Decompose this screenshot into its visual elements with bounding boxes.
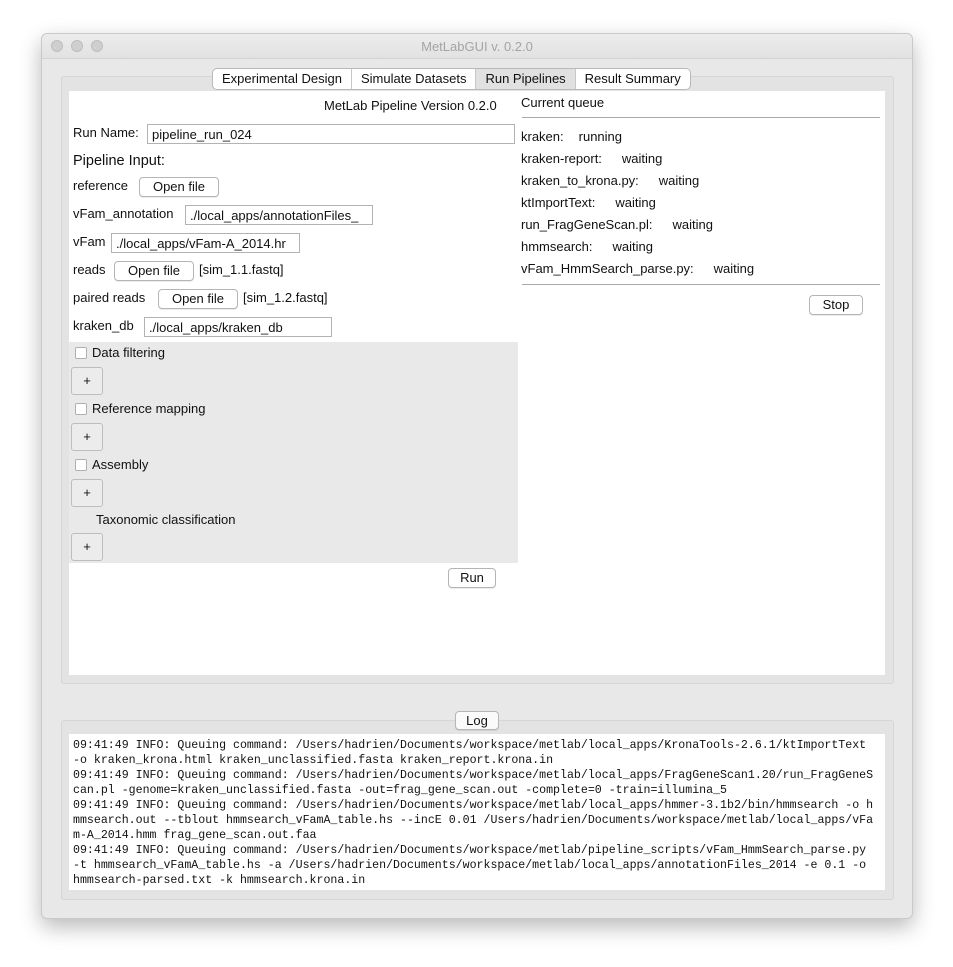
queue-item-status: waiting: [615, 195, 656, 210]
queue-item-ktimporttext: [521, 195, 656, 210]
assembly-label: Assembly: [92, 457, 149, 472]
run-name-label: Run Name:: [73, 125, 139, 140]
reads-label: reads: [73, 262, 106, 277]
main-tabs: [212, 68, 691, 90]
log-line: -t hmmsearch_vFamA_table.hs -a /Users/hadrien/Documents/workspace/metlab/local_apps/annotationFiles_2014 -e 0.1 -o: [73, 859, 867, 872]
log-line: m-A_2014.hmm frag_gene_scan.out.faa: [73, 829, 317, 842]
queue-item-status: waiting: [621, 151, 663, 166]
tab-result-summary[interactable]: Result Summary: [584, 71, 681, 86]
tab-experimental-design[interactable]: Experimental Design: [213, 69, 352, 89]
reads-open-file-button[interactable]: Open file: [114, 261, 194, 281]
queue-bottom-divider: [522, 284, 880, 285]
vfam-label: vFam: [73, 234, 106, 249]
queue-item-name: run_FragGeneScan.pl:: [521, 217, 653, 232]
log-line: -o kraken_krona.html kraken_unclassified.fasta kraken_report.krona.in: [73, 754, 554, 767]
queue-item-run-fraggenescan: [521, 217, 713, 232]
taxonomic-classification-label: Taxonomic classification: [96, 512, 236, 527]
log-output[interactable]: [69, 734, 885, 890]
data-filtering-checkbox[interactable]: [75, 347, 87, 359]
queue-item-status: waiting: [672, 217, 713, 232]
pipeline-options-area: [69, 342, 518, 563]
queue-item-kraken-to-krona: [521, 173, 699, 188]
queue-item-name: kraken-report:: [521, 151, 602, 166]
paired-reads-label: paired reads: [73, 290, 146, 305]
queue-item-kraken-report: [521, 151, 662, 166]
reference-mapping-expand-button[interactable]: +: [71, 423, 103, 451]
queue-item-status: waiting: [713, 261, 755, 276]
pipeline-input-heading: Pipeline Input:: [73, 153, 165, 169]
tab-run-pipelines[interactable]: Run Pipelines: [476, 69, 575, 89]
queue-item-status: waiting: [658, 173, 700, 188]
kraken-db-label: kraken_db: [73, 318, 134, 333]
current-queue-heading: Current queue: [521, 95, 605, 110]
queue-item-name: hmmsearch:: [521, 239, 593, 254]
queue-item-hmmsearch: [521, 239, 653, 254]
queue-item-kraken: [521, 129, 622, 144]
window-title: MetLabGUI v. 0.2.0: [421, 39, 533, 54]
paired-reads-file-label: [sim_1.2.fastq]: [243, 290, 328, 305]
paired-reads-open-file-button[interactable]: Open file: [158, 289, 238, 309]
reference-open-file-button[interactable]: Open file: [139, 177, 219, 197]
reference-label: reference: [73, 178, 128, 193]
queue-item-vfam-hmmsearch-parse: [521, 261, 754, 276]
log-line: 09:41:49 INFO: Queuing command: /Users/hadrien/Documents/workspace/metlab/local_apps/hmmer-3.1b2/bin/hmmsearch -o h: [73, 799, 874, 812]
queue-item-name: vFam_HmmSearch_parse.py:: [521, 261, 694, 276]
queue-item-status: waiting: [612, 239, 653, 254]
app-window: [41, 33, 913, 919]
stop-button[interactable]: Stop: [809, 295, 863, 315]
log-line: mmsearch.out --tblout hmmsearch_vFamA_table.hs --incE 0.01 /Users/hadrien/Documents/workspace/metlab/local_apps/vFa: [73, 814, 874, 827]
reference-mapping-checkbox[interactable]: [75, 403, 87, 415]
log-line: 09:41:49 INFO: Queuing command: /Users/hadrien/Documents/workspace/metlab/local_apps/KronaTools-2.6.1/ktImportText: [73, 739, 867, 752]
log-line: can.pl -genome=kraken_unclassified.fasta -out=frag_gene_scan.out -complete=0 -train=illumina_5: [73, 784, 727, 797]
log-line: hmmsearch-parsed.txt -k hmmsearch.krona.in: [73, 874, 366, 887]
log-line: 09:41:49 INFO: Queuing command: /Users/hadrien/Documents/workspace/metlab/pipeline_scripts/vFam_HmmSearch_parse.py: [73, 844, 867, 857]
assembly-checkbox[interactable]: [75, 459, 87, 471]
queue-item-name: kraken_to_krona.py:: [521, 173, 639, 188]
taxonomic-classification-expand-button[interactable]: +: [71, 533, 103, 561]
vfam-annotation-input[interactable]: ./local_apps/annotationFiles_: [185, 205, 373, 225]
data-filtering-expand-button[interactable]: +: [71, 367, 103, 395]
queue-item-name: kraken:: [521, 129, 564, 144]
reads-file-label: [sim_1.1.fastq]: [199, 262, 284, 277]
log-title: Log: [455, 711, 499, 730]
kraken-db-input[interactable]: ./local_apps/kraken_db: [144, 317, 332, 337]
run-name-input[interactable]: pipeline_run_024: [147, 124, 515, 144]
tab-simulate-datasets[interactable]: Simulate Datasets: [352, 69, 477, 89]
reference-mapping-label: Reference mapping: [92, 401, 206, 416]
vfam-annotation-label: vFam_annotation: [73, 206, 174, 221]
data-filtering-label: Data filtering: [92, 345, 165, 360]
pipeline-version-label: MetLab Pipeline Version 0.2.0: [324, 98, 497, 113]
title-bar: [42, 34, 912, 59]
queue-top-divider: [522, 117, 880, 118]
assembly-expand-button[interactable]: +: [71, 479, 103, 507]
vfam-input[interactable]: ./local_apps/vFam-A_2014.hr: [111, 233, 300, 253]
run-button[interactable]: Run: [448, 568, 496, 588]
queue-item-status: running: [578, 129, 623, 144]
log-line: 09:41:49 INFO: Queuing command: /Users/hadrien/Documents/workspace/metlab/local_apps/FragGeneScan1.20/run_FragGeneS: [73, 769, 874, 782]
queue-item-name: ktImportText:: [521, 195, 596, 210]
